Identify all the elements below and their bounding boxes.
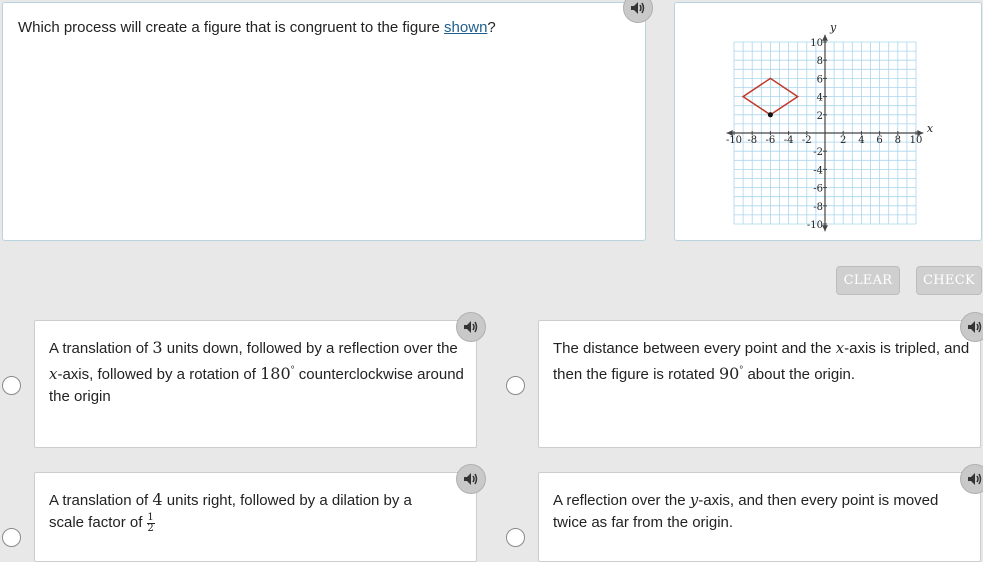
choice-a-n2: 180 [260,364,291,383]
question-panel [2,2,646,241]
speaker-icon [463,472,479,486]
y-tick-label: -8 [813,201,823,213]
speaker-icon [630,1,646,15]
choice-a-t1: A translation of [49,340,153,357]
choice-a-m1: x [49,365,58,383]
question-speaker-button[interactable] [623,0,653,23]
choice-a-radio[interactable] [2,376,21,395]
choice-b-deg: ° [739,365,744,376]
y-axis-label: y [830,21,837,35]
choice-c-speaker-button[interactable] [456,464,486,494]
x-tick-label: 2 [840,135,847,146]
choice-b-speaker-button[interactable] [960,312,983,342]
choice-a-text [49,337,469,408]
choice-d-t1: A reflection over the [553,492,690,509]
y-tick-label: 8 [816,56,823,68]
x-tick-label: 10 [909,135,923,146]
choice-a-deg: ° [290,365,295,376]
question-text [18,19,496,36]
y-tick-label: -4 [813,165,823,177]
check-button[interactable]: CHECK [916,266,982,295]
y-tick-label: -2 [813,147,823,159]
y-tick-label: 6 [816,74,823,86]
fraction-denominator: 2 [147,522,154,534]
y-tick-label: 4 [816,92,823,104]
choice-d-m1: y [689,491,699,509]
choice-c-n1: 4 [152,490,163,509]
question-text-after: ? [487,19,496,36]
choice-a-t2: units down, followed by a reflection over the [162,340,458,357]
x-tick-label: 6 [876,135,883,146]
choice-a-t3: -axis, followed by a rotation of [57,366,261,383]
choice-b-t2: -axis is tripled, and then the figure is rotated [553,340,970,383]
x-tick-label: -4 [783,135,794,146]
choice-c-t2: units right, followed by a dilation by a scale factor of [49,492,412,531]
choice-b-m1: x [835,339,845,357]
choice-d-text [553,489,973,534]
x-tick-label: -2 [801,135,812,146]
choice-d-radio[interactable] [506,528,525,547]
choice-c-fraction [147,513,155,534]
figure-vertex-point [768,112,773,117]
y-tick-label: -6 [813,183,823,195]
choice-c-radio[interactable] [2,528,21,547]
choice-b-text [553,337,973,386]
graph-panel [674,2,982,241]
choice-d-t2: -axis, and then every point is moved twice as far from the origin. [553,492,939,531]
speaker-icon [463,320,479,334]
x-tick-label: 4 [858,135,865,146]
x-tick-label: 8 [894,135,901,146]
coordinate-grid [675,3,981,240]
x-tick-label: -6 [765,135,776,146]
x-axis-label: x [926,122,934,135]
choice-b[interactable] [538,320,981,448]
choice-a-n1: 3 [152,338,163,357]
choice-b-t3: about the origin. [743,366,856,383]
choice-a[interactable] [34,320,477,448]
clear-button[interactable]: CLEAR [836,266,900,295]
choice-b-n1: 90 [718,364,740,383]
choice-c-text [49,489,449,534]
choice-a-t4: counterclockwise around the origin [49,366,464,405]
fraction-numerator: 1 [147,511,154,523]
y-tick-label: -10 [806,220,823,231]
y-tick-label: 10 [810,38,823,49]
x-tick-label: -8 [747,135,758,146]
speaker-icon [967,320,983,334]
y-tick-label: 2 [816,110,823,122]
choice-b-radio[interactable] [506,376,525,395]
question-text-before: Which process will create a figure that is congruent to the figure [18,19,445,36]
choice-c-t1: A translation of [49,492,153,509]
choice-d-speaker-button[interactable] [960,464,983,494]
x-tick-label: -10 [725,135,743,146]
shown-link[interactable]: shown [444,19,488,36]
choice-a-speaker-button[interactable] [456,312,486,342]
choice-b-t1: The distance between every point and the [553,340,836,357]
speaker-icon [967,472,983,486]
